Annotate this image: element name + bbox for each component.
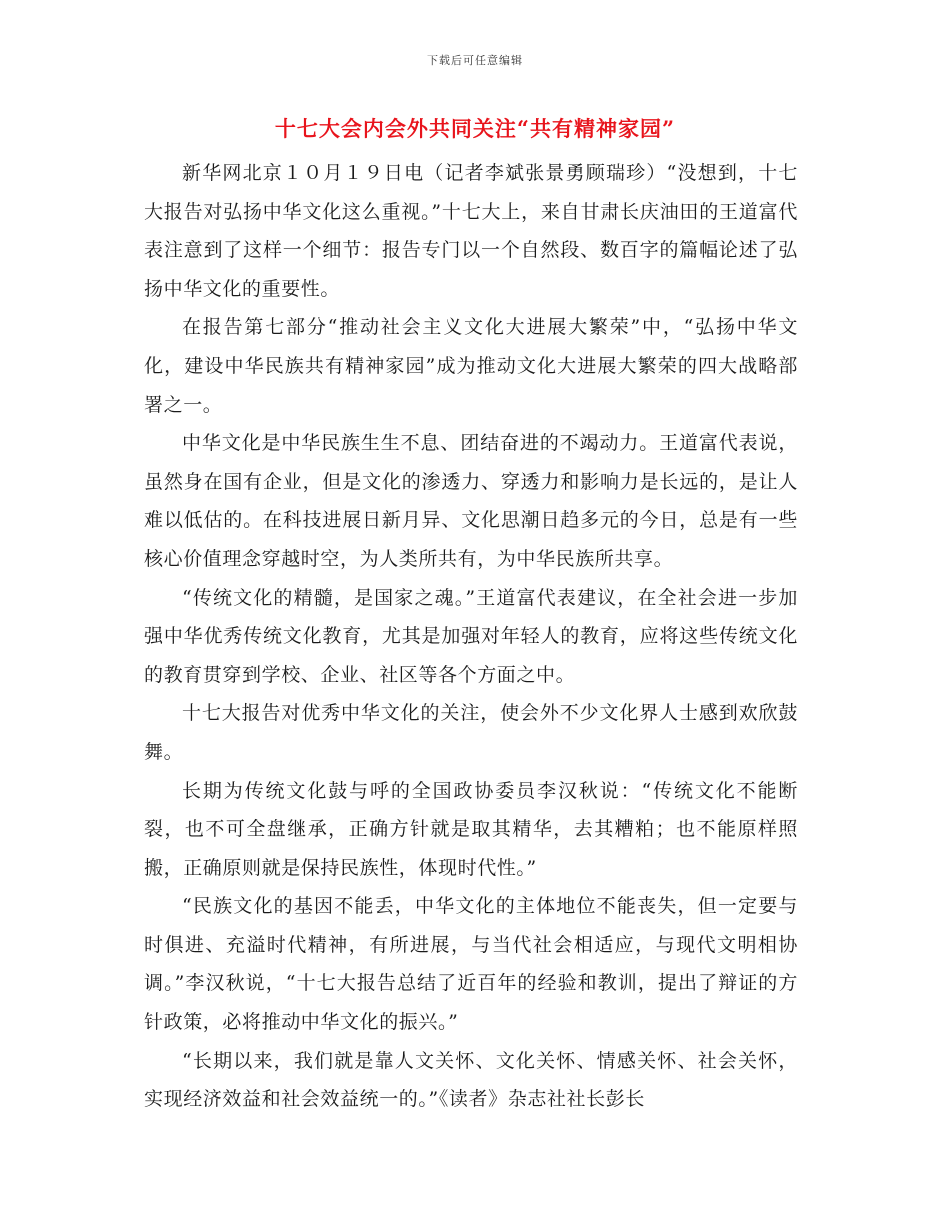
document-title: 十七大会内会外共同关注“共有精神家园” — [274, 116, 676, 141]
paragraph-5: 十七大报告对优秀中华文化的关注，使会外不少文化界人士感到欢欣鼓舞。 — [144, 702, 798, 763]
paragraph-6: 长期为传统文化鼓与呼的全国政协委员李汉秋说：“传统文化不能断裂，也不可全盘继承，正确方针就是取其精华，去其糟粕；也不能原样照搬，正确原则就是保持民族性，体现时代性。” — [144, 779, 798, 879]
paragraph-8: “长期以来，我们就是靠人文关怀、文化关怀、情感关怀、社会关怀，实现经济效益和社会效益统一的。”《读者》杂志社社长彭长 — [144, 1049, 798, 1111]
page-header-note: 下载后可任意编辑 — [427, 54, 523, 67]
document-body — [144, 154, 798, 1119]
paragraph-4: “传统文化的精髓，是国家之魂。”王道富代表建议，在全社会进一步加强中华优秀传统文化教育，尤其是加强对年轻人的教育，应将这些传统文化的教育贯穿到学校、企业、社区等各个方面之中。 — [144, 586, 798, 686]
paragraph-3: 中华文化是中华民族生生不息、团结奋进的不竭动力。王道富代表说，虽然身在国有企业，但是文化的渗透力、穿透力和影响力是长远的，是让人难以低估的。在科技进展日新月异、文化思潮日趋多元的今日，总是有一些核心价值理念穿越时空，为人类所共有，为中华民族所共享。 — [144, 432, 798, 570]
paragraph-1: 新华网北京１０月１９日电（记者李斌张景勇顾瑞珍）“没想到，十七大报告对弘扬中华文化这么重视。”十七大上，来自甘肃长庆油田的王道富代表注意到了这样一个细节：报告专门以一个自然段、数百字的篇幅论述了弘扬中华文化的重要性。 — [144, 162, 798, 300]
paragraph-2: 在报告第七部分“推动社会主义文化大进展大繁荣”中，“弘扬中华文化，建设中华民族共有精神家园”成为推动文化大进展大繁荣的四大战略部署之一。 — [144, 316, 798, 416]
paragraph-7: “民族文化的基因不能丢，中华文化的主体地位不能丧失，但一定要与时俱进、充溢时代精神，有所进展，与当代社会相适应，与现代文明相协调。”李汉秋说，“十七大报告总结了近百年的经验和教训，提出了辩证的方针政策，必将推动中华文化的振兴。” — [144, 895, 798, 1034]
